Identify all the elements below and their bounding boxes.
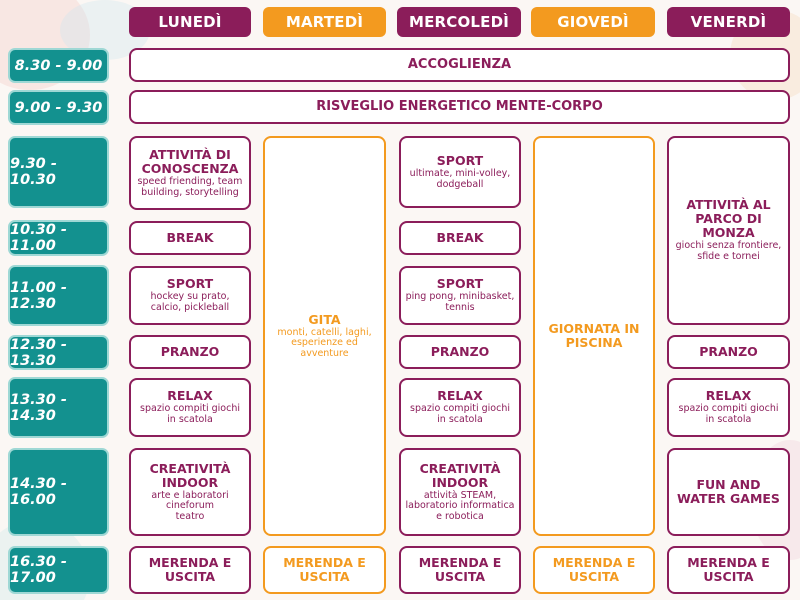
activity-description: arte e laboratori <box>151 489 229 501</box>
activity-description: cineforum <box>165 500 215 512</box>
activity-title: PRANZO <box>430 344 490 359</box>
activity-title: RISVEGLIO ENERGETICO MENTE-CORPO <box>316 98 603 114</box>
activity-title: MERENDA E USCITA <box>552 555 636 584</box>
activity-gita <box>263 136 386 536</box>
activity-description: monti, catelli, laghi, esperienze ed avventure <box>277 326 372 359</box>
time-slot: 8.30 - 9.00 <box>8 48 109 83</box>
activity-piscina <box>533 136 655 536</box>
activity-description: spazio compiti giochi in scatola <box>410 403 510 425</box>
time-slot: 13.30 - 14.30 <box>8 377 109 438</box>
activity-sport <box>399 136 521 208</box>
day-header-giovedi: GIOVEDÌ <box>531 7 655 37</box>
activity-title: PRANZO <box>160 344 220 359</box>
activity-description: attività STEAM, laboratorio informatica e robotica <box>405 489 515 522</box>
activity-merenda <box>533 546 655 594</box>
activity-parco <box>667 136 790 325</box>
activity-title: ATTIVITÀ AL PARCO DI MONZA <box>686 197 771 241</box>
activity-title: SPORT <box>166 276 214 292</box>
time-slot: 14.30 - 16.00 <box>8 448 109 536</box>
time-slot: 12.30 - 13.30 <box>8 335 109 370</box>
day-header-lunedi: LUNEDÌ <box>129 7 251 37</box>
activity-title: MERENDA E USCITA <box>148 555 232 584</box>
activity-description: speed friending, team building, storytelling <box>137 175 243 198</box>
activity-title: FUN AND WATER GAMES <box>677 477 780 506</box>
activity-sport <box>129 266 251 325</box>
activity-merenda <box>399 546 521 594</box>
activity-title: MERENDA E USCITA <box>418 555 502 584</box>
day-header-venerdi: VENERDÌ <box>667 7 790 37</box>
activity-title: CREATIVITÀ INDOOR <box>419 460 501 490</box>
activity-title: SPORT <box>436 276 484 292</box>
time-slot: 9.30 - 10.30 <box>8 136 109 208</box>
activity-title: BREAK <box>166 230 214 245</box>
activity-pranzo <box>129 335 251 369</box>
activity-relax <box>399 378 521 437</box>
activity-title: CREATIVITÀ INDOOR <box>149 460 231 490</box>
time-slot: 16.30 - 17.00 <box>8 546 109 594</box>
activity-description: ping pong, minibasket, tennis <box>405 291 515 313</box>
activity-merenda <box>667 546 790 594</box>
activity-title: RELAX <box>437 388 483 404</box>
activity-pranzo <box>399 335 521 369</box>
activity-description: giochi senza frontiere, sfide e tornei <box>675 240 782 262</box>
time-slot: 11.00 - 12.30 <box>8 265 109 326</box>
activity-accoglienza <box>129 48 790 82</box>
activity-description: hockey su prato, calcio, pickleball <box>150 291 230 313</box>
activity-sport <box>399 266 521 325</box>
activity-title: PRANZO <box>699 344 758 359</box>
activity-conoscenza <box>129 136 251 210</box>
activity-title: ACCOGLIENZA <box>407 56 512 72</box>
activity-creativita <box>129 448 251 536</box>
time-slot: 10.30 - 11.00 <box>8 220 109 256</box>
activity-merenda <box>263 546 386 594</box>
activity-risveglio <box>129 90 790 124</box>
activity-title: GITA <box>308 311 341 327</box>
activity-description: teatro <box>175 510 205 522</box>
activity-description: spazio compiti giochi in scatola <box>678 403 779 425</box>
activity-break <box>129 221 251 255</box>
activity-title: SPORT <box>436 152 484 168</box>
activity-title: BREAK <box>436 230 484 245</box>
activity-break <box>399 221 521 255</box>
activity-title: ATTIVITÀ DI CONOSCENZA <box>141 146 239 176</box>
day-header-mercoledi: MERCOLEDÌ <box>397 7 521 37</box>
activity-title: RELAX <box>167 388 213 404</box>
activity-merenda <box>129 546 251 594</box>
activity-description: spazio compiti giochi in scatola <box>140 403 240 425</box>
activity-title: RELAX <box>705 388 752 404</box>
activity-relax <box>667 378 790 437</box>
activity-title: MERENDA E USCITA <box>283 555 366 584</box>
activity-pranzo <box>667 335 790 369</box>
activity-fun-water-games <box>667 448 790 536</box>
activity-relax <box>129 378 251 437</box>
activity-title: MERENDA E USCITA <box>687 555 770 584</box>
time-slot: 9.00 - 9.30 <box>8 90 109 125</box>
activity-creativita <box>399 448 521 536</box>
activity-description: ultimate, mini-volley, dodgeball <box>409 167 511 190</box>
day-header-martedi: MARTEDÌ <box>263 7 386 37</box>
activity-title: GIORNATA IN PISCINA <box>548 321 640 350</box>
